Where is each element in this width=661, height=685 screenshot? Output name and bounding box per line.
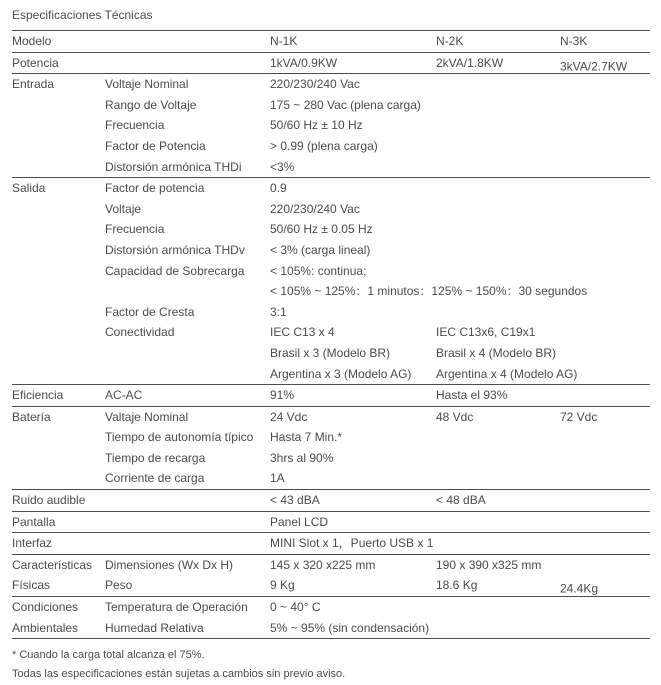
spec-label: AC-AC <box>105 388 143 403</box>
section-label: Modelo <box>12 34 52 48</box>
section-eficiencia <box>12 385 650 407</box>
spec-label: Factor de Cresta <box>105 304 195 319</box>
table-row <box>12 597 650 618</box>
value-n2k: N-2K <box>436 34 464 48</box>
section-pantalla <box>12 512 650 534</box>
value-n1k: < 43 dBA <box>270 493 320 508</box>
spec-label: Tiempo de autonomía típico <box>105 430 254 445</box>
value-n1k: 24 Vdc <box>270 409 308 424</box>
value-n1k: Panel LCD <box>270 514 329 529</box>
value-n1k: 5% ~ 95% (sin condensación) <box>270 620 430 635</box>
value-n2k: 2kVA/1.8KW <box>436 55 504 70</box>
table-row <box>12 74 650 95</box>
table-row <box>12 281 650 302</box>
spec-label: Factor de potencia <box>105 181 205 196</box>
value-n2k: Brasil x 4 (Modelo BR) <box>436 345 557 360</box>
section-label: Interfaz <box>12 536 53 551</box>
table-row <box>12 533 650 554</box>
value-n1k: 1A <box>270 471 285 486</box>
table-row <box>12 618 650 639</box>
table-row <box>12 468 650 489</box>
value-n1k: 145 x 320 x225 mm <box>270 557 376 572</box>
value-n1k: Brasil x 3 (Modelo BR) <box>270 345 391 360</box>
footnotes <box>12 646 650 684</box>
value-n2k: < 48 dBA <box>436 493 486 508</box>
section-label: Características <box>12 557 93 572</box>
value-n1k: IEC C13 x 4 <box>270 325 335 340</box>
section-entrada <box>12 74 650 178</box>
table-row <box>12 199 650 220</box>
value-n1k: <3% <box>270 159 295 174</box>
spec-label: Distorsión armónica THDi <box>105 159 242 174</box>
spec-label: Frecuencia <box>105 118 165 133</box>
section-label: Potencia <box>12 55 59 70</box>
value-n1k: > 0.99 (plena carga) <box>270 138 378 153</box>
section-label: Físicas <box>12 578 51 593</box>
value-n1k: 3:1 <box>270 304 287 319</box>
value-n1k: 50/60 Hz ± 0.05 Hz <box>270 222 373 237</box>
value-n1k: 1kVA/0.9KW <box>270 55 338 70</box>
value-n1k: 3hrs al 90% <box>270 450 334 465</box>
section-label: Ambientales <box>12 620 79 635</box>
value-n1k: < 105% ~ 125%：1 minutos：125% ~ 150%：30 segundos <box>270 284 588 299</box>
spec-label: Conectividad <box>105 325 175 340</box>
section-label: Salida <box>12 181 46 196</box>
value-n1k: 0.9 <box>270 181 287 196</box>
table-row <box>12 157 650 178</box>
value-n1k: 175 ~ 280 Vac (plena carga) <box>270 97 421 112</box>
section-ruido-audible <box>12 490 650 512</box>
section-caracteristicas-fisicas <box>12 555 650 597</box>
table-row <box>12 95 650 116</box>
section-interfaz <box>12 533 650 555</box>
table-row <box>12 427 650 448</box>
spec-label: Voltaje <box>105 201 142 216</box>
value-n1k: 91% <box>270 388 295 403</box>
spec-label: Peso <box>105 578 133 593</box>
specs-table <box>12 30 650 639</box>
section-potencia <box>12 53 650 75</box>
value-n3k: 72 Vdc <box>560 409 598 424</box>
value-n2k: Argentina x 4 (Modelo AG) <box>436 366 578 381</box>
table-row <box>12 364 650 385</box>
footnote-line: * Cuando la carga total alcanza el 75%. <box>12 649 205 662</box>
value-n1k: MINI Slot x 1，Puerto USB x 1 <box>270 536 434 551</box>
value-n1k: Hasta 7 Min.* <box>270 430 343 445</box>
table-row <box>12 512 650 533</box>
value-n1k: Argentina x 3 (Modelo AG) <box>270 366 412 381</box>
spec-label: Distorsión armónica THDv <box>105 242 245 257</box>
section-label: Condiciones <box>12 600 79 615</box>
table-row <box>12 448 650 469</box>
table-row <box>12 385 650 406</box>
page-title: Especificaciones Técnicas <box>12 8 153 22</box>
value-n3k: 24.4Kg <box>560 581 599 596</box>
table-row <box>12 322 650 343</box>
footnote-line: Todas las especificaciones están sujetas a cambios sin previo aviso. <box>12 668 346 681</box>
value-n1k: 220/230/240 Vac <box>270 201 360 216</box>
spec-label: Tiempo de recarga <box>105 450 206 465</box>
table-row <box>12 490 650 511</box>
value-n3k: 3kVA/2.7KW <box>560 59 628 74</box>
section-modelo <box>12 31 650 53</box>
section-label: Batería <box>12 409 51 424</box>
spec-label: Voltaje Nominal <box>105 77 189 92</box>
value-n2k: 190 x 390 x325 mm <box>436 557 542 572</box>
value-n2k: 18.6 Kg <box>436 578 478 593</box>
spec-label: Dimensiones (Wx Dx H) <box>105 557 234 572</box>
table-row <box>12 407 650 428</box>
value-n1k: < 3% (carga lineal) <box>270 242 371 257</box>
spec-label: Corriente de carga <box>105 471 205 486</box>
value-n3k: N-3K <box>560 34 588 48</box>
spec-label: Factor de Potencia <box>105 138 206 153</box>
section-label: Entrada <box>12 77 55 92</box>
table-row <box>12 115 650 136</box>
table-row <box>12 31 650 52</box>
table-row <box>12 219 650 240</box>
table-row <box>12 136 650 157</box>
section-label: Ruido audible <box>12 493 86 508</box>
value-n1k: 9 Kg <box>270 578 295 593</box>
value-n1k: < 105%: continua; <box>270 263 367 278</box>
spec-label: Valtaje Nominal <box>105 409 189 424</box>
spec-label: Temperatura de Operación <box>105 600 248 615</box>
spec-label: Capacidad de Sobrecarga <box>105 263 245 278</box>
section-bateria <box>12 407 650 490</box>
value-n1k: N-1K <box>270 34 298 48</box>
table-row <box>12 343 650 364</box>
section-condiciones-ambientales <box>12 597 650 639</box>
spec-label: Frecuencia <box>105 222 165 237</box>
spec-label: Rango de Voltaje <box>105 97 197 112</box>
section-label: Pantalla <box>12 514 56 529</box>
section-label: Eficiencia <box>12 388 64 403</box>
table-row <box>12 178 650 199</box>
value-n1k: 50/60 Hz ± 10 Hz <box>270 118 363 133</box>
table-row <box>12 53 650 74</box>
table-row <box>12 555 650 576</box>
table-row <box>12 240 650 261</box>
value-n2k: 48 Vdc <box>436 409 474 424</box>
value-n1k: 0 ~ 40° C <box>270 600 321 615</box>
table-row <box>12 575 650 596</box>
spec-label: Humedad Relativa <box>105 620 204 635</box>
table-row <box>12 261 650 282</box>
section-salida <box>12 178 650 385</box>
value-n2k: IEC C13x6, C19x1 <box>436 325 536 340</box>
value-n2k: Hasta el 93% <box>436 388 508 403</box>
value-n1k: 220/230/240 Vac <box>270 77 360 92</box>
table-row <box>12 302 650 323</box>
